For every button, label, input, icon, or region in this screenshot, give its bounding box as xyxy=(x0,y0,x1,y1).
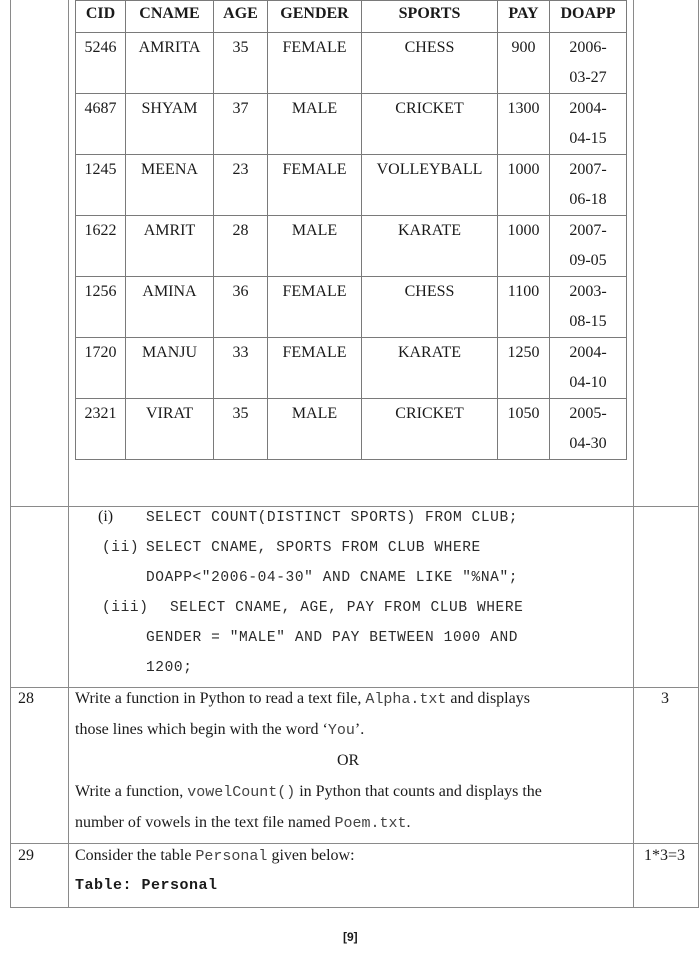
query-3-line-2: GENDER = "MALE" AND PAY BETWEEN 1000 AND xyxy=(146,630,519,646)
question-28-number: 28 xyxy=(18,690,34,707)
table-cell-age: 23 xyxy=(214,155,268,216)
table-row xyxy=(76,399,627,460)
table-cell-pay: 1050 xyxy=(498,399,550,460)
table-cell-sports: CHESS xyxy=(362,277,498,338)
table-header-row xyxy=(76,1,627,33)
doapp-part: 2004- xyxy=(569,344,607,361)
table-cell-pay: 1300 xyxy=(498,94,550,155)
doapp-part: 04-10 xyxy=(569,374,607,391)
club-table xyxy=(75,0,627,460)
marks-column-border xyxy=(633,0,634,908)
table-cell-cid: 2321 xyxy=(76,399,126,460)
inline-code: Personal xyxy=(195,848,268,865)
doapp-part: 03-27 xyxy=(569,69,607,86)
column-header: SPORTS xyxy=(362,1,498,33)
inline-code: Poem.txt xyxy=(334,815,407,832)
question-28-marks: 3 xyxy=(661,690,669,707)
question-28-text: Write a function, xyxy=(75,783,188,800)
table-cell-cname: AMRIT xyxy=(126,216,214,277)
table-cell-cname: AMRITA xyxy=(126,33,214,94)
question-29-text: Consider the table xyxy=(75,847,196,864)
table-cell-cid: 1622 xyxy=(76,216,126,277)
table-cell-age: 37 xyxy=(214,94,268,155)
table-cell-pay: 900 xyxy=(498,33,550,94)
table-cell-gender: FEMALE xyxy=(268,33,362,94)
column-header: CID xyxy=(76,1,126,33)
table-cell-gender: MALE xyxy=(268,94,362,155)
outer-left-border xyxy=(10,0,11,908)
query-3-label: (iii) xyxy=(102,600,149,616)
table-row xyxy=(76,155,627,216)
doapp-part: 2007- xyxy=(569,161,607,178)
number-column-border xyxy=(68,0,69,908)
question-28-line-1 xyxy=(75,690,530,708)
column-header: CNAME xyxy=(126,1,214,33)
table-cell-gender: FEMALE xyxy=(268,277,362,338)
table-row xyxy=(76,216,627,277)
doapp-part: 08-15 xyxy=(569,313,607,330)
column-header: DOAPP xyxy=(550,1,627,33)
table-cell-cname: AMINA xyxy=(126,277,214,338)
table-cell-age: 35 xyxy=(214,399,268,460)
row-divider-queries-q28 xyxy=(10,687,699,688)
table-cell-sports: VOLLEYBALL xyxy=(362,155,498,216)
table-cell-cname: MEENA xyxy=(126,155,214,216)
table-cell-gender: FEMALE xyxy=(268,155,362,216)
doapp-part: 09-05 xyxy=(569,252,607,269)
table-cell-sports: KARATE xyxy=(362,216,498,277)
query-2-line-2: DOAPP<"2006-04-30" AND CNAME LIKE "%NA"; xyxy=(146,570,519,586)
table-cell-pay: 1000 xyxy=(498,216,550,277)
table-cell-sports: CRICKET xyxy=(362,399,498,460)
table-cell-cid: 1256 xyxy=(76,277,126,338)
doapp-part: 2003- xyxy=(569,283,607,300)
table-row xyxy=(76,277,627,338)
table-cell-doapp xyxy=(550,33,627,94)
question-29-marks: 1*3=3 xyxy=(644,847,686,864)
question-28-text: ’. xyxy=(354,721,365,738)
inline-code: You xyxy=(327,722,355,739)
table-cell-doapp xyxy=(550,399,627,460)
question-28-line-2 xyxy=(75,721,364,739)
table-cell-cid: 5246 xyxy=(76,33,126,94)
table-cell-pay: 1000 xyxy=(498,155,550,216)
table-cell-doapp xyxy=(550,94,627,155)
column-header: GENDER xyxy=(268,1,362,33)
table-cell-age: 33 xyxy=(214,338,268,399)
column-header: AGE xyxy=(214,1,268,33)
query-3-line-1: SELECT CNAME, AGE, PAY FROM CLUB WHERE xyxy=(170,600,524,616)
question-29-text: given below: xyxy=(267,847,355,864)
table-cell-cid: 1245 xyxy=(76,155,126,216)
row-divider-q28-q29 xyxy=(10,843,699,844)
question-28-text: in Python that counts and displays the xyxy=(295,783,542,800)
inline-code: vowelCount() xyxy=(187,784,296,801)
doapp-part: 2005- xyxy=(569,405,607,422)
table-cell-cid: 4687 xyxy=(76,94,126,155)
query-2-line-1: SELECT CNAME, SPORTS FROM CLUB WHERE xyxy=(146,540,481,556)
table-cell-doapp xyxy=(550,338,627,399)
table-cell-sports: CHESS xyxy=(362,33,498,94)
outer-right-border xyxy=(698,0,699,908)
table-cell-cname: SHYAM xyxy=(126,94,214,155)
table-cell-gender: MALE xyxy=(268,399,362,460)
column-header: PAY xyxy=(498,1,550,33)
row-divider-table-queries xyxy=(10,506,699,507)
inline-code: Alpha.txt xyxy=(365,691,447,708)
table-row xyxy=(76,94,627,155)
doapp-part: 04-15 xyxy=(569,130,607,147)
question-28-text: number of vowels in the text file named xyxy=(75,814,335,831)
table-cell-gender: FEMALE xyxy=(268,338,362,399)
doapp-part: 2007- xyxy=(569,222,607,239)
table-cell-doapp xyxy=(550,155,627,216)
page-number: [9] xyxy=(343,930,358,944)
table-cell-age: 36 xyxy=(214,277,268,338)
table-cell-sports: CRICKET xyxy=(362,94,498,155)
question-29-number: 29 xyxy=(18,847,34,864)
table-cell-age: 28 xyxy=(214,216,268,277)
query-1-label: (i) xyxy=(98,508,114,525)
table-cell-cid: 1720 xyxy=(76,338,126,399)
query-3-line-3: 1200; xyxy=(146,660,193,676)
query-2-label: (ii) xyxy=(102,540,140,556)
table-cell-cname: MANJU xyxy=(126,338,214,399)
question-28-text: those lines which begin with the word ‘ xyxy=(75,721,328,738)
doapp-part: 04-30 xyxy=(569,435,607,452)
or-separator: OR xyxy=(337,752,360,769)
table-row xyxy=(76,33,627,94)
table-cell-gender: MALE xyxy=(268,216,362,277)
question-28-line-4 xyxy=(75,814,411,832)
doapp-part: 2004- xyxy=(569,100,607,117)
table-cell-pay: 1250 xyxy=(498,338,550,399)
table-cell-pay: 1100 xyxy=(498,277,550,338)
table-cell-sports: KARATE xyxy=(362,338,498,399)
question-29-line-1 xyxy=(75,847,355,865)
table-caption: Table: Personal xyxy=(75,877,218,894)
doapp-part: 2006- xyxy=(569,39,607,56)
table-cell-cname: VIRAT xyxy=(126,399,214,460)
question-28-text: Write a function in Python to read a text file, xyxy=(75,690,366,707)
outer-bottom-border xyxy=(10,907,699,908)
query-1-line-1: SELECT COUNT(DISTINCT SPORTS) FROM CLUB; xyxy=(146,510,519,526)
table-cell-doapp xyxy=(550,277,627,338)
table-cell-doapp xyxy=(550,216,627,277)
question-28-line-3 xyxy=(75,783,542,801)
question-28-text: . xyxy=(406,814,411,831)
doapp-part: 06-18 xyxy=(569,191,607,208)
question-28-text: and displays xyxy=(446,690,530,707)
table-row xyxy=(76,338,627,399)
table-cell-age: 35 xyxy=(214,33,268,94)
